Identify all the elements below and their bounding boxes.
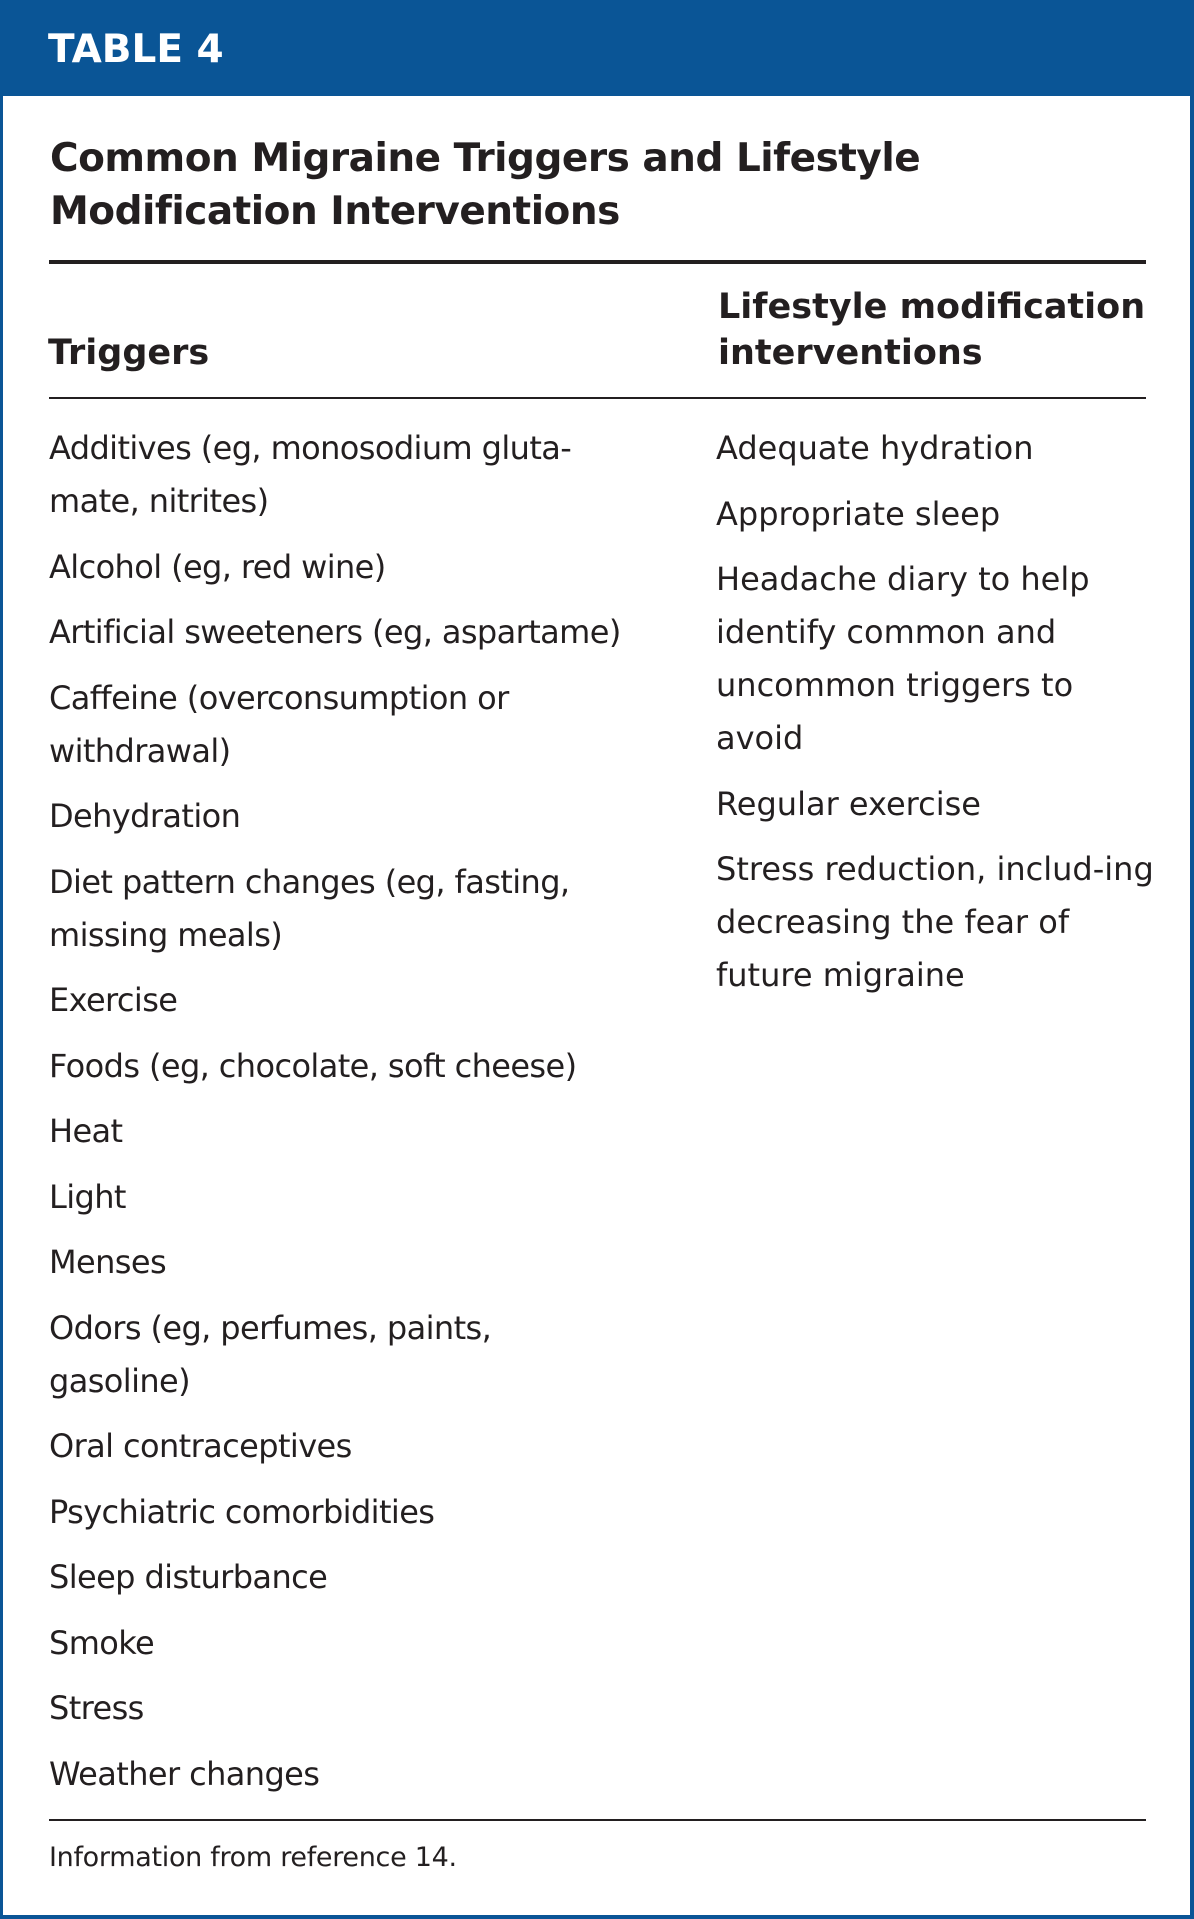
trigger-item: Light [49,1177,126,1216]
trigger-item: Smoke [49,1623,155,1662]
column-header-triggers [48,330,209,376]
header-rule-divider [49,397,1146,399]
trigger-item: Alcohol (eg, red wine) [49,547,386,586]
interventions-list [716,422,1156,1015]
table-title [50,132,1050,238]
trigger-item: Weather changes [49,1754,320,1793]
trigger-item [49,1302,679,1408]
trigger-item [49,856,679,962]
trigger-item: Psychiatric comorbidities [49,1492,435,1531]
table-number-label: TABLE 4 [48,27,224,72]
column-header-interventions [718,284,1158,376]
triggers-list [49,422,679,1813]
trigger-item [49,672,679,778]
column-header-triggers-label: Triggers [48,333,210,373]
trigger-item-text: Diet pattern changes (eg, fasting, missing meals) [49,862,570,954]
table-number-banner [0,0,1194,96]
intervention-item: Appropriate sleep [716,494,1001,533]
trigger-item: Sleep disturbance [49,1558,328,1596]
intervention-item: Regular exercise [716,784,981,823]
trigger-item [49,422,679,528]
intervention-item: Headache diary to help identify common and uncommon triggers to avoid [716,560,1090,757]
trigger-item-text: Caffeine (overconsumption or withdrawal) [49,678,509,770]
table-title-line-2: Modification Interventions [50,189,620,234]
trigger-item: Exercise [49,981,178,1019]
intervention-item: Adequate hydration [716,429,1034,467]
trigger-item: Dehydration [49,797,241,835]
column-header-interventions-line-2: interventions [718,333,983,373]
trigger-item-text: Additives (eg, monosodium gluta-mate, nitrites) [49,429,572,520]
table-title-line-1: Common Migraine Triggers and Lifestyle [50,136,921,181]
trigger-item: Menses [49,1243,167,1281]
trigger-item: Oral contraceptives [49,1427,352,1465]
source-footnote: Information from reference 14. [49,1842,457,1873]
trigger-item: Stress [49,1689,144,1727]
trigger-item: Artificial sweeteners (eg, aspartame) [49,613,621,651]
top-rule-divider [49,260,1146,264]
trigger-item: Heat [49,1112,123,1150]
bottom-rule-divider [49,1819,1146,1821]
column-header-interventions-line-1: Lifestyle modification [718,287,1146,327]
trigger-item-text: Odors (eg, perfumes, paints, gasoline) [49,1308,492,1400]
trigger-item: Foods (eg, chocolate, soft cheese) [49,1046,577,1085]
intervention-item: Stress reduction, includ-ing decreasing the fear of future migraine [716,850,1154,994]
